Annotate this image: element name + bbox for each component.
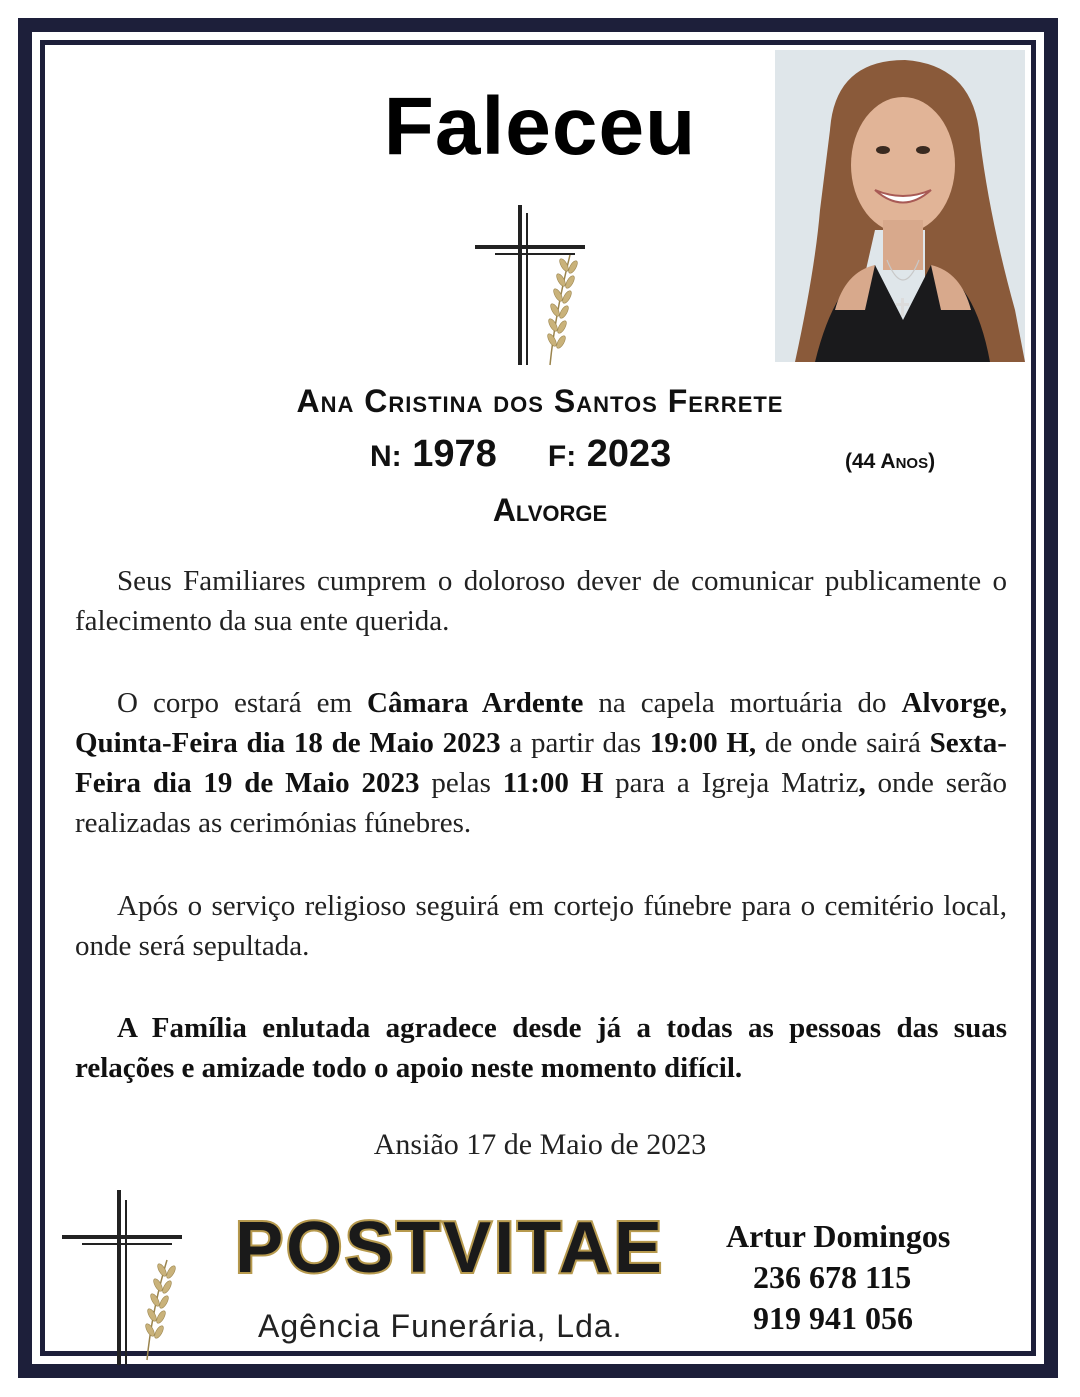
cross-wheat-icon bbox=[470, 205, 605, 370]
death-year: 2023 bbox=[586, 433, 672, 475]
age: (44 Anos) bbox=[845, 450, 936, 473]
contact-phone-landline: 236 678 115 bbox=[753, 1259, 912, 1295]
paragraph-thanks: A Família enlutada agradece desde já a todas as pessoas das suas relações e amizade todo o apoio neste momento difícil. bbox=[75, 1012, 1007, 1084]
place-date: Ansião 17 de Maio de 2023 bbox=[373, 1128, 707, 1161]
contact-phone-mobile: 919 941 056 bbox=[753, 1300, 913, 1336]
place: Alvorge bbox=[492, 492, 608, 528]
birth-label: N: bbox=[370, 440, 402, 473]
paragraph-announcement: Seus Familiares cumprem o doloroso dever de comunicar publicamente o falecimento da sua ente querida. bbox=[75, 565, 1007, 637]
postvitae-logo bbox=[205, 1206, 695, 1286]
deceased-name: Ana Cristina dos Santos Ferrete bbox=[296, 383, 784, 419]
headline: Faleceu bbox=[383, 81, 697, 172]
agency-subtitle: Agência Funerária, Lda. bbox=[258, 1308, 623, 1344]
dates-line bbox=[370, 433, 671, 476]
paragraph-burial: Após o serviço religioso seguirá em cortejo fúnebre para o cemitério local, onde será sepultada. bbox=[75, 890, 1007, 962]
paragraph-wake-details: O corpo estará em Câmara Ardente na capela mortuária do Alvorge, Quinta-Feira dia 18 de Maio 2023 a partir das 19:00 H, de onde sairá Sexta-Feira dia 19 de Maio 2023 pelas 11:00 H para a Igreja Matriz, onde serão realizadas as cerimónias fúnebres. bbox=[75, 687, 1007, 839]
birth-year: 1978 bbox=[412, 433, 497, 475]
portrait-photo bbox=[775, 50, 1025, 362]
death-label: F: bbox=[547, 440, 577, 473]
cross-wheat-icon bbox=[62, 1190, 202, 1365]
contact-name: Artur Domingos bbox=[726, 1218, 951, 1254]
svg-text:POSTVITAE: POSTVITAE bbox=[235, 1208, 665, 1286]
